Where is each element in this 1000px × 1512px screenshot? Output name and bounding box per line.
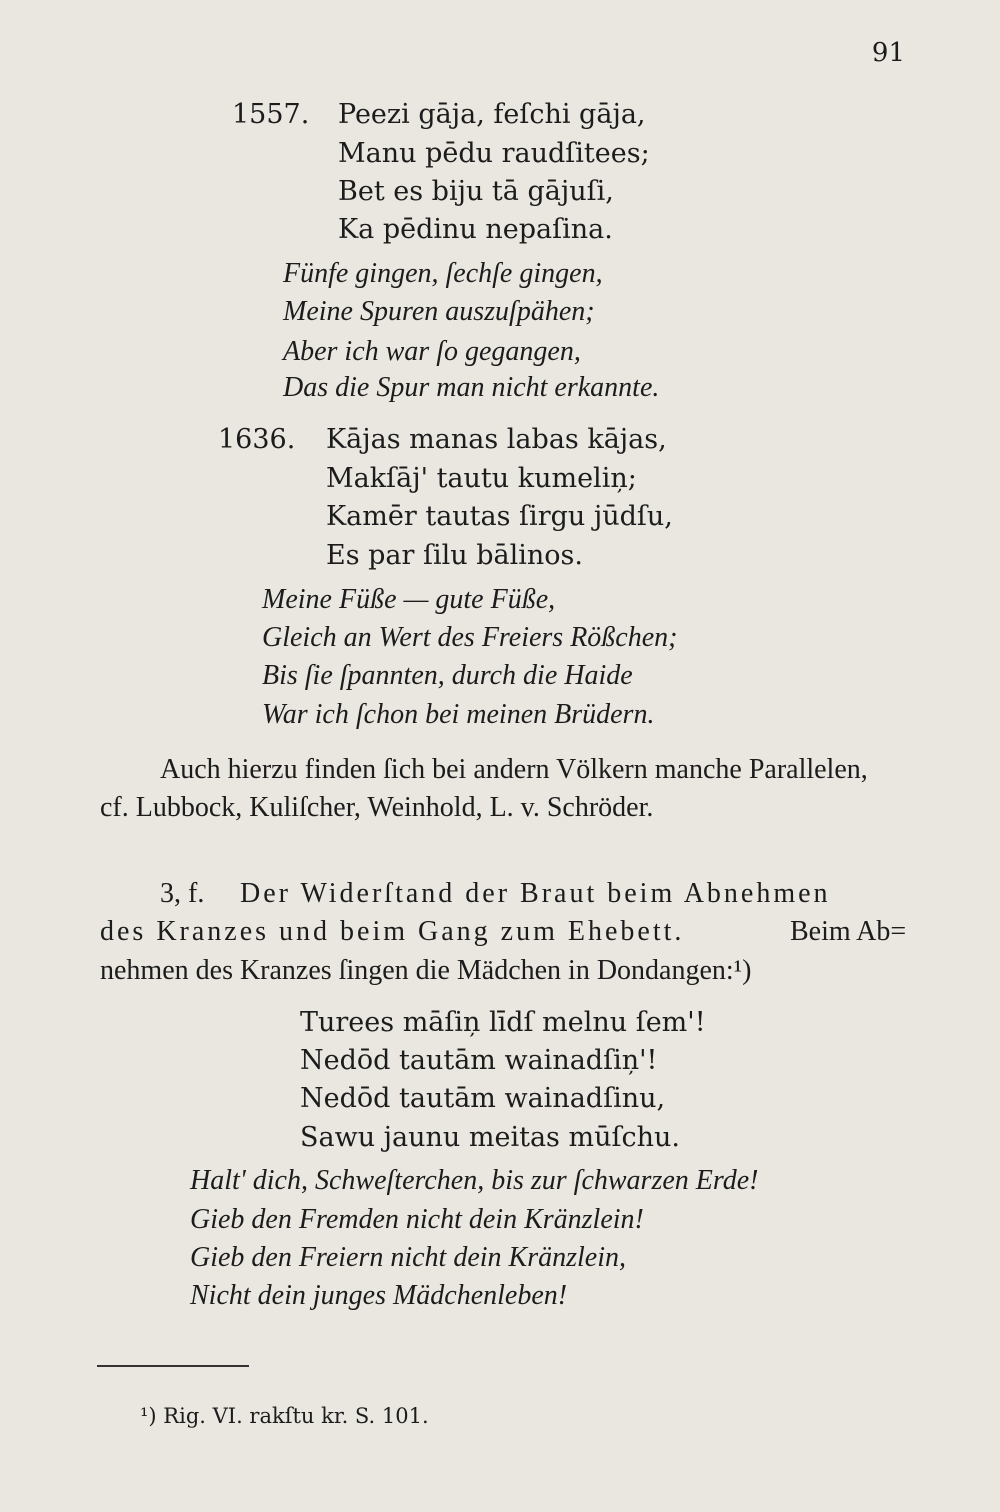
poem-1636-german-line: Gleich an Wert des Freiers Rößchen; xyxy=(262,622,678,653)
paragraph-line: cf. Lubbock, Kuliſcher, Weinhold, L. v. Schröder. xyxy=(100,792,654,823)
poem-1636-number: 1636. xyxy=(218,424,296,455)
section-intro: Beim Ab= xyxy=(790,916,907,947)
poem-1557-latvian-line: Manu pēdu raudſitees; xyxy=(338,138,650,169)
poem-1636-latvian-line: Kamēr tautas ſirgu jūdſu, xyxy=(326,501,673,532)
paragraph-line: Auch hierzu finden ſich bei andern Völkern manche Parallelen, xyxy=(160,754,868,785)
poem-3-latvian-line: Nedōd tautām wainadſinu, xyxy=(300,1083,666,1114)
poem-1636-latvian-line: Es par ſilu bālinos. xyxy=(326,540,583,571)
poem-1636-german-line: Bis ſie ſpannten, durch die Haide xyxy=(262,660,633,691)
section-intro: nehmen des Kranzes ſingen die Mädchen in Dondangen:¹) xyxy=(100,955,752,986)
page-number: 91 xyxy=(871,38,905,68)
poem-1557-german-line: Aber ich war ſo gegangen, xyxy=(283,336,581,367)
poem-1636-latvian-line: Kājas manas labas kājas, xyxy=(326,424,667,455)
poem-1557-german-line: Meine Spuren auszuſpähen; xyxy=(283,296,595,327)
poem-3-german-line: Gieb den Freiern nicht dein Kränzlein, xyxy=(190,1242,626,1273)
poem-1557-german-line: Fünfe gingen, ſechſe gingen, xyxy=(283,258,603,289)
poem-1557-latvian-line: Bet es biju tā gājuſi, xyxy=(338,176,614,207)
poem-3-german-line: Halt' dich, Schweſterchen, bis zur ſchwarzen Erde! xyxy=(190,1165,759,1196)
poem-1557-german-line: Das die Spur man nicht erkannte. xyxy=(283,372,660,403)
section-title: des Kranzes und beim Gang zum Ehebett. xyxy=(100,916,685,947)
poem-3-german-line: Gieb den Fremden nicht dein Kränzlein! xyxy=(190,1204,644,1235)
poem-1636-german-line: Meine Füße — gute Füße, xyxy=(262,584,556,615)
poem-3-latvian-line: Sawu jaunu meitas mūſchu. xyxy=(300,1122,680,1153)
poem-3-latvian-line: Turees māſiņ līdſ melnu ſem'! xyxy=(300,1007,706,1038)
section-label: 3, f. xyxy=(160,878,205,909)
footnote-rule xyxy=(97,1365,249,1367)
section-title: Der Widerſtand der Braut beim Abnehmen xyxy=(240,878,831,909)
poem-3-german-line: Nicht dein junges Mädchenleben! xyxy=(190,1280,568,1311)
poem-1557-latvian-line: Peezi gāja, feſchi gāja, xyxy=(338,99,646,130)
poem-1557-latvian-line: Ka pēdinu nepaſina. xyxy=(338,214,613,245)
footnote: ¹) Rig. VI. rakſtu kr. S. 101. xyxy=(140,1404,429,1428)
poem-1557-number: 1557. xyxy=(232,99,310,130)
poem-3-latvian-line: Nedōd tautām wainadſiņ'! xyxy=(300,1045,658,1076)
poem-1636-latvian-line: Makſāj' tautu kumeliņ; xyxy=(326,463,637,494)
poem-1636-german-line: War ich ſchon bei meinen Brüdern. xyxy=(262,699,655,730)
